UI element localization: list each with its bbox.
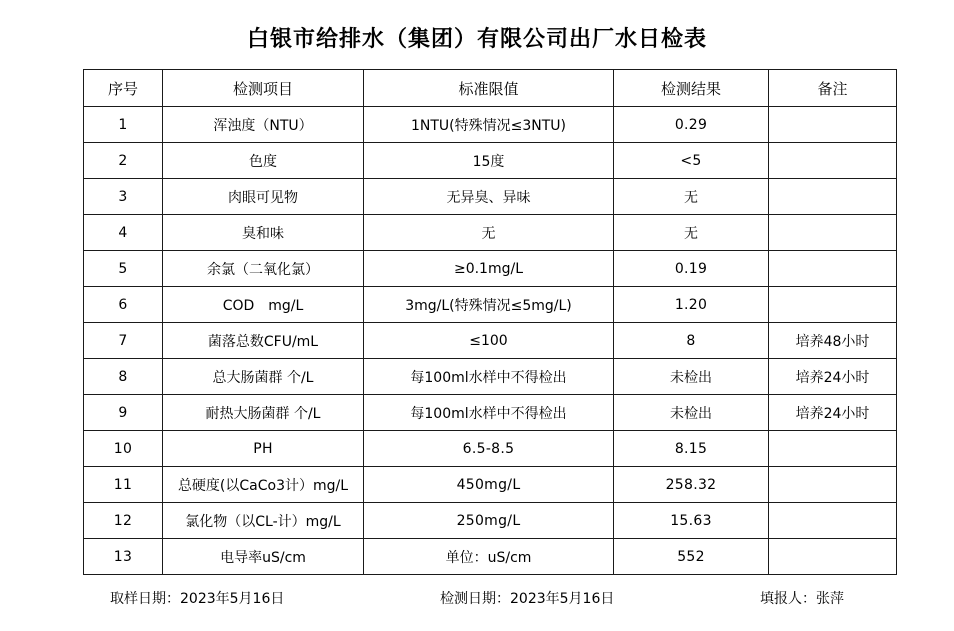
cell-note: 培养48小时 <box>769 323 897 359</box>
table-row <box>84 179 897 215</box>
sampling-date: 取样日期：2023年5月16日 <box>110 591 285 607</box>
header-cell-no: 序号 <box>84 70 163 107</box>
table-row <box>84 359 897 395</box>
cell-item: 色度 <box>163 143 364 179</box>
cell-limit: 6.5-8.5 <box>364 431 614 467</box>
cell-result: 未检出 <box>614 359 769 395</box>
green-pen-mark <box>83 616 155 620</box>
table-row <box>84 431 897 467</box>
cell-no: 4 <box>84 215 163 251</box>
table-header-row <box>84 70 897 107</box>
cell-item: 总硬度(以CaCo3计）mg/L <box>163 467 364 503</box>
header-cell-item: 检测项目 <box>163 70 364 107</box>
header-cell-note: 备注 <box>769 70 897 107</box>
cell-note <box>769 143 897 179</box>
table-row <box>84 503 897 539</box>
table-row <box>84 251 897 287</box>
cell-note <box>769 431 897 467</box>
header-cell-result: 检测结果 <box>614 70 769 107</box>
water-test-table <box>83 69 897 575</box>
cell-no: 2 <box>84 143 163 179</box>
cell-result: 0.29 <box>614 107 769 143</box>
cell-result: 0.19 <box>614 251 769 287</box>
cell-item: 电导率uS/cm <box>163 539 364 575</box>
cell-limit: 450mg/L <box>364 467 614 503</box>
cell-result: 8.15 <box>614 431 769 467</box>
cell-note: 培养24小时 <box>769 359 897 395</box>
cell-limit: 15度 <box>364 143 614 179</box>
cell-item: 菌落总数CFU/mL <box>163 323 364 359</box>
table-header <box>84 70 897 107</box>
cell-note <box>769 467 897 503</box>
table-container <box>0 69 954 575</box>
cell-note: 培养24小时 <box>769 395 897 431</box>
cell-limit: 1NTU(特殊情况≤3NTU) <box>364 107 614 143</box>
page-title: 白银市给排水（集团）有限公司出厂水日检表 <box>246 27 707 52</box>
cell-note <box>769 539 897 575</box>
table-row <box>84 107 897 143</box>
cell-item: 总大肠菌群 个/L <box>163 359 364 395</box>
table-row <box>84 395 897 431</box>
cell-item: 余氯（二氧化氯） <box>163 251 364 287</box>
cell-item: PH <box>163 431 364 467</box>
cell-result: 无 <box>614 215 769 251</box>
cell-item: 氯化物（以CL-计）mg/L <box>163 503 364 539</box>
cell-item: 肉眼可见物 <box>163 179 364 215</box>
document-footer <box>0 588 954 608</box>
table-row <box>84 215 897 251</box>
table-row <box>84 143 897 179</box>
cell-limit: 无异臭、异味 <box>364 179 614 215</box>
table-body <box>84 107 897 575</box>
table-row <box>84 323 897 359</box>
cell-note <box>769 107 897 143</box>
cell-result: 15.63 <box>614 503 769 539</box>
cell-limit: ≥0.1mg/L <box>364 251 614 287</box>
cell-limit: 250mg/L <box>364 503 614 539</box>
cell-item: 臭和味 <box>163 215 364 251</box>
cell-result: 1.20 <box>614 287 769 323</box>
cell-result: 552 <box>614 539 769 575</box>
cell-limit: 无 <box>364 215 614 251</box>
cell-note <box>769 179 897 215</box>
cell-no: 12 <box>84 503 163 539</box>
cell-limit: 每100ml水样中不得检出 <box>364 395 614 431</box>
table-row <box>84 539 897 575</box>
cell-limit: 3mg/L(特殊情况≤5mg/L) <box>364 287 614 323</box>
header-cell-limit: 标准限值 <box>364 70 614 107</box>
cell-note <box>769 251 897 287</box>
cell-result: 未检出 <box>614 395 769 431</box>
cell-no: 5 <box>84 251 163 287</box>
cell-no: 3 <box>84 179 163 215</box>
cell-no: 7 <box>84 323 163 359</box>
cell-limit: ≤100 <box>364 323 614 359</box>
cell-item: 浑浊度（NTU） <box>163 107 364 143</box>
table-row <box>84 287 897 323</box>
cell-no: 6 <box>84 287 163 323</box>
cell-limit: 每100ml水样中不得检出 <box>364 359 614 395</box>
document-page <box>0 22 954 631</box>
cell-result: 无 <box>614 179 769 215</box>
cell-result: <5 <box>614 143 769 179</box>
cell-note <box>769 287 897 323</box>
cell-no: 8 <box>84 359 163 395</box>
cell-no: 11 <box>84 467 163 503</box>
cell-no: 10 <box>84 431 163 467</box>
testing-date: 检测日期：2023年5月16日 <box>440 591 615 607</box>
cell-note <box>769 215 897 251</box>
cell-no: 9 <box>84 395 163 431</box>
cell-limit: 单位：uS/cm <box>364 539 614 575</box>
table-row <box>84 467 897 503</box>
cell-item: COD mg/L <box>163 287 364 323</box>
cell-no: 1 <box>84 107 163 143</box>
cell-result: 258.32 <box>614 467 769 503</box>
cell-note <box>769 503 897 539</box>
cell-item: 耐热大肠菌群 个/L <box>163 395 364 431</box>
cell-no: 13 <box>84 539 163 575</box>
reporter-name: 填报人：张萍 <box>760 591 844 607</box>
cell-result: 8 <box>614 323 769 359</box>
